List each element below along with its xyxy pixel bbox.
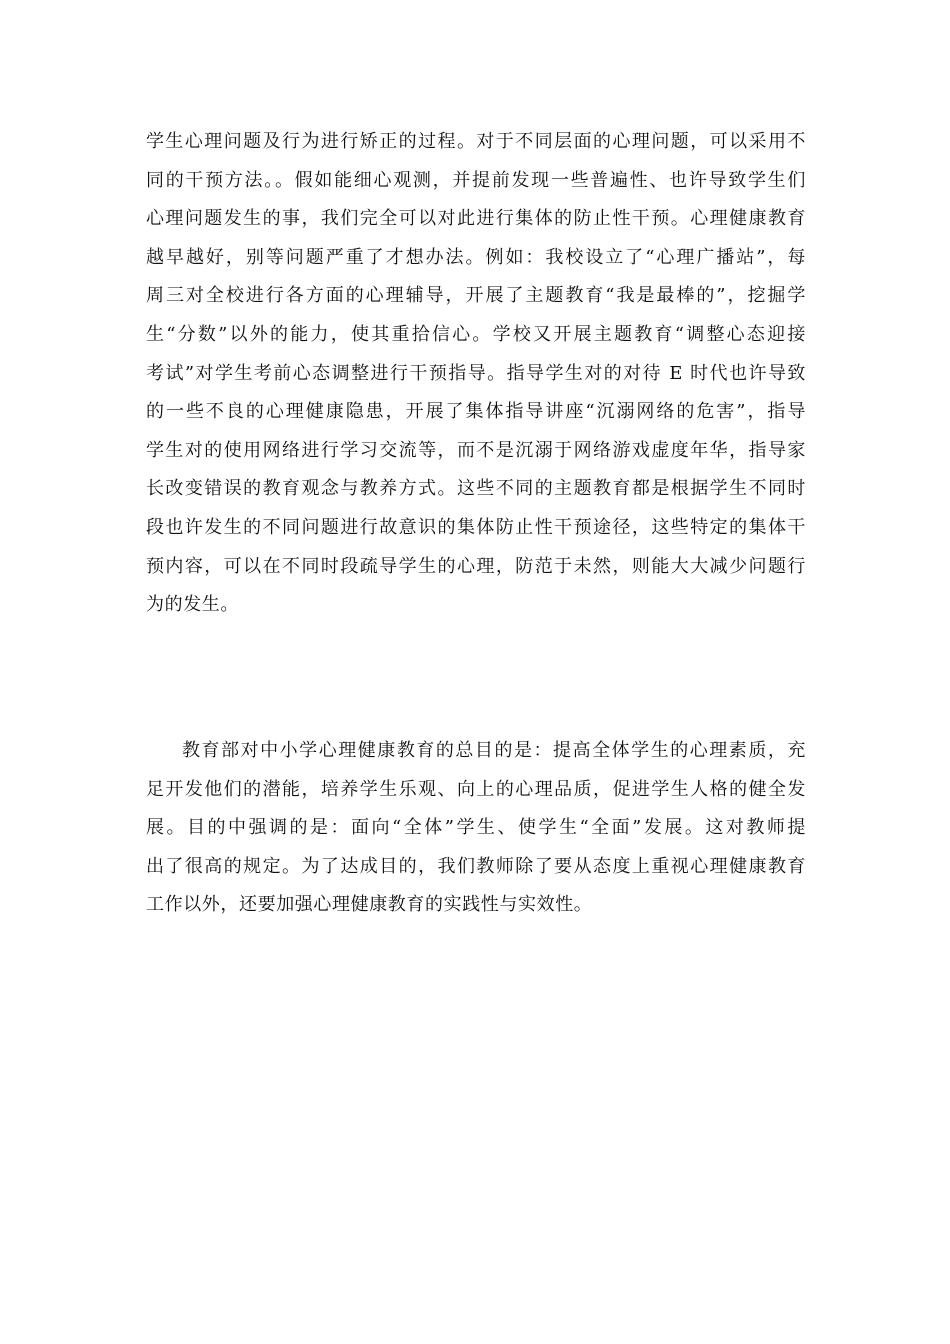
paragraph-intervention: [146, 123, 806, 625]
paragraph-line: 学生对的使用网络进行学习交流等，而不是沉溺于网络游戏虚度年华，指导家: [146, 439, 806, 461]
paragraph-line: 足开发他们的潜能，培养学生乐观、向上的心理品质，促进学生人格的健全发: [146, 778, 806, 800]
paragraph-line: 心理问题发生的事，我们完全可以对此进行集体的防止性干预。心理健康教育: [146, 208, 806, 230]
paragraph-line: 教育部对中小学心理健康教育的总目的是：提高全体学生的心理素质，充: [182, 740, 806, 761]
paragraph-line: 预内容，可以在不同时段疏导学生的心理，防范于未然，则能大大减少问题行: [146, 555, 806, 577]
paragraph-line: 周三对全校进行各方面的心理辅导，开展了主题教育“我是最棒的”，挖掘学: [146, 285, 806, 307]
paragraph-line: 长改变错误的教育观念与教养方式。这些不同的主题教育都是根据学生不同时: [146, 478, 806, 500]
paragraph-line: 的一些不良的心理健康隐患，开展了集体指导讲座“沉溺网络的危害”，指导: [146, 401, 806, 423]
paragraph-goals: [146, 732, 806, 925]
paragraph-line: 学生心理问题及行为进行矫正的过程。对于不同层面的心理问题，可以采用不: [146, 131, 806, 152]
paragraph-line: 考试”对学生考前心态调整进行干预指导。指导学生对的对待 E 时代也许导致: [146, 362, 806, 384]
paragraph-line: 工作以外，还要加强心理健康教育的实践性与实效性。: [146, 894, 593, 916]
paragraph-line: 同的干预方法。。假如能细心观测，并提前发现一些普遍性、也许导致学生们: [146, 169, 806, 191]
paragraph-line: 出了很高的规定。为了达成目的，我们教师除了要从态度上重视心理健康教育: [146, 855, 806, 877]
paragraph-line: 段也许发生的不同问题进行故意识的集体防止性干预途径，这些特定的集体干: [146, 516, 806, 538]
paragraph-line: 越早越好，别等问题严重了才想办法。例如：我校设立了“心理广播站”，每: [146, 246, 806, 268]
paragraph-line: 生“分数”以外的能力，使其重拾信心。学校又开展主题教育“调整心态迎接: [146, 323, 806, 345]
paragraph-line: 展。目的中强调的是：面向“全体”学生、使学生“全面”发展。这对教师提: [146, 817, 806, 839]
paragraph-line: 为的发生。: [146, 594, 239, 616]
